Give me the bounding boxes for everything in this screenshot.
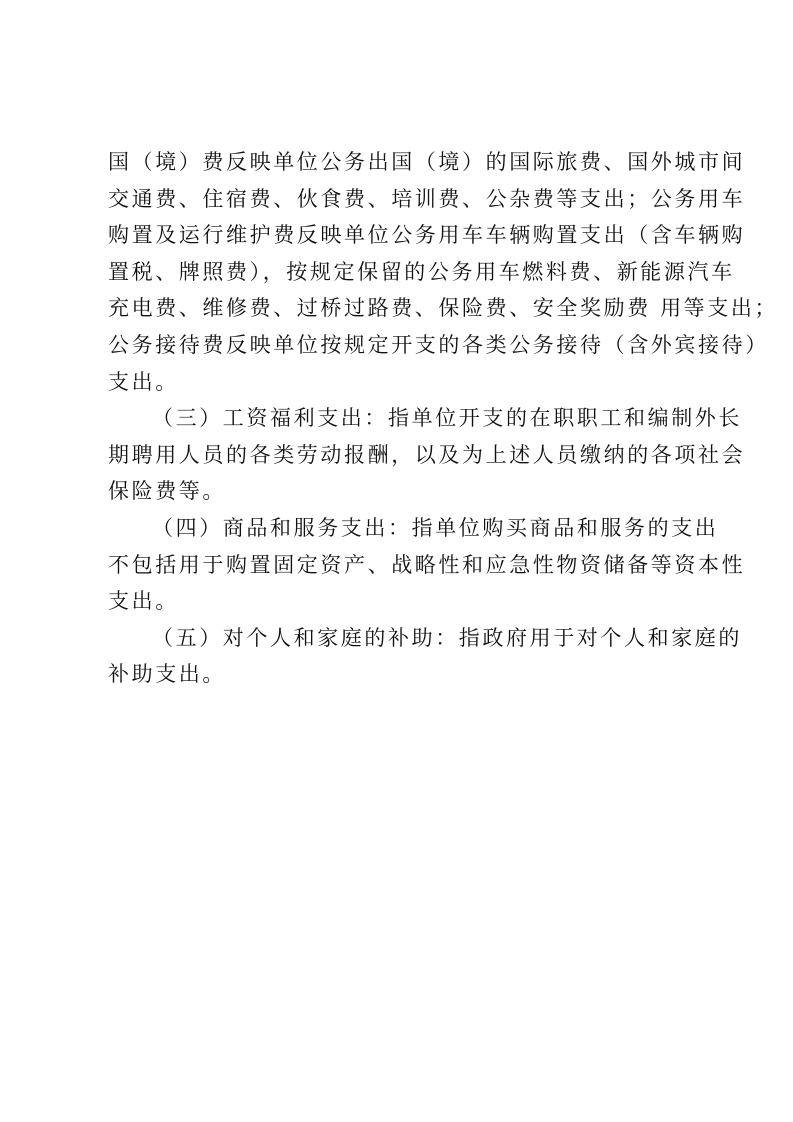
text-line: 期聘用人员的各类劳动报酬，以及为上述人员缴纳的各项社会 bbox=[108, 442, 746, 467]
section-heading-line: （三）工资福利支出：指单位开支的在职职工和编制外长 bbox=[152, 406, 742, 431]
text-line: 充电费、维修费、过桥过路费、保险费、安全奖励费 用等支出； bbox=[108, 296, 779, 321]
text-line: 公务接待费反映单位按规定开支的各类公务接待（含外宾接待） bbox=[108, 332, 769, 357]
section-heading-line: （四）商品和服务支出：指单位购买商品和服务的支出 bbox=[152, 515, 719, 540]
section-heading-line: （五）对个人和家庭的补助：指政府用于对个人和家庭的 bbox=[152, 625, 742, 650]
text-line: 国（境）费反映单位公务出国（境）的国际旅费、国外城市间 bbox=[108, 150, 746, 174]
text-line: 补助支出。 bbox=[108, 662, 226, 687]
text-line: 支出。 bbox=[108, 589, 179, 614]
text-line: 购置及运行维护费反映单位公务用车车辆购置支出（含车辆购 bbox=[108, 223, 746, 248]
text-line: 不包括用于购置固定资产、战略性和应急性物资储备等资本性 bbox=[108, 552, 746, 577]
text-line: 支出。 bbox=[108, 369, 179, 394]
document-body bbox=[108, 144, 779, 693]
text-line: 置税、牌照费），按规定保留的公务用车燃料费、新能源汽车 bbox=[108, 259, 735, 284]
text-line: 保险费等。 bbox=[108, 479, 226, 504]
text-line: 交通费、住宿费、伙食费、培训费、公杂费等支出；公务用车 bbox=[108, 186, 746, 211]
